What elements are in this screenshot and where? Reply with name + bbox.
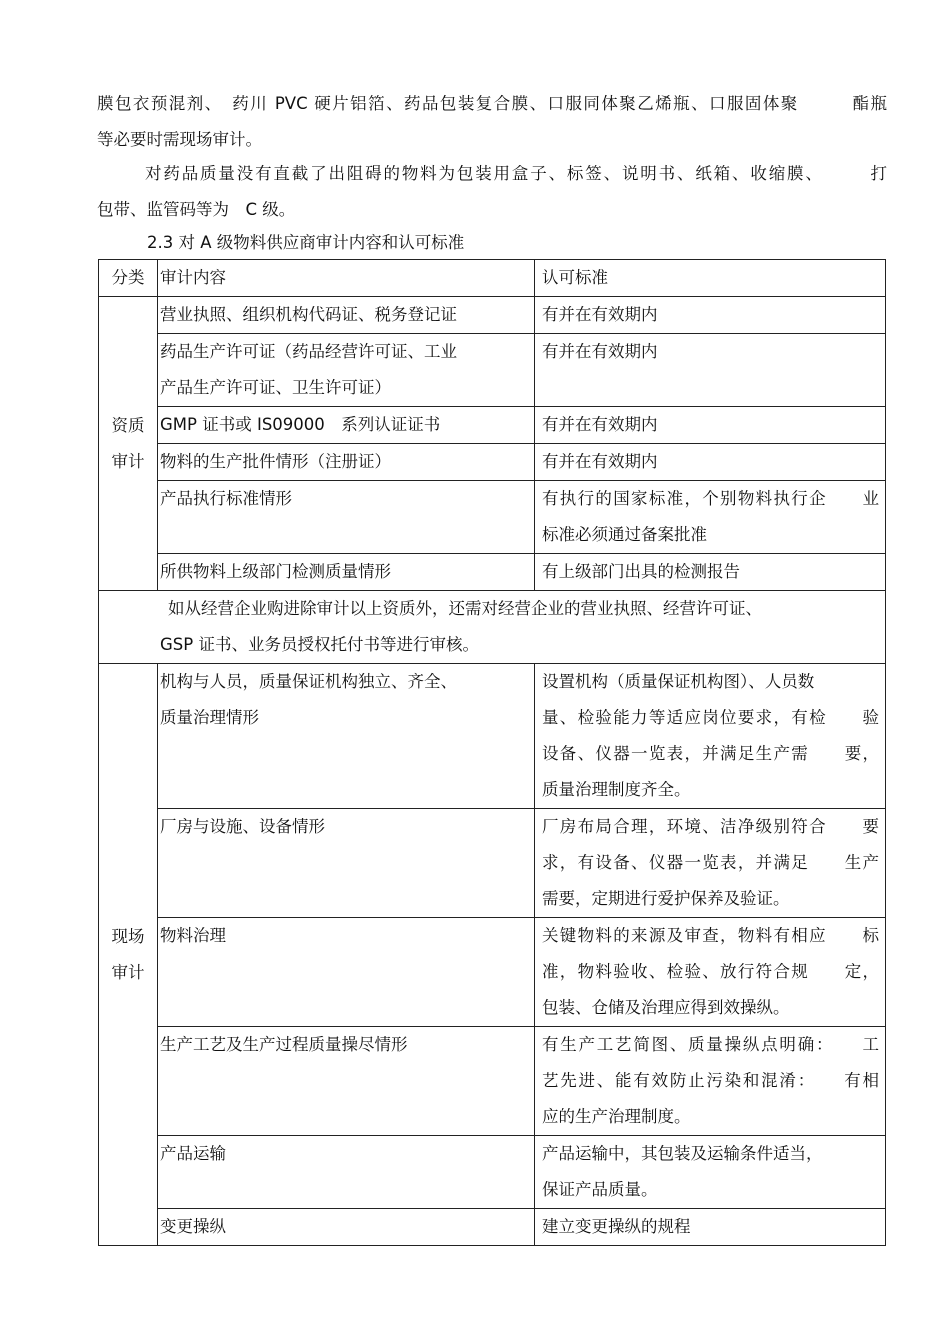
section-heading: 2.3 对 A 级物料供应商审计内容和认可标准: [147, 233, 465, 252]
paragraph-line: 包带、监管码等为 C 级。: [97, 200, 296, 219]
cell-line: 准，物料验收、检验、放行符合规 定，: [542, 962, 879, 981]
content-cell: [158, 297, 535, 334]
content-cell: [158, 1027, 535, 1136]
cell-line: GMP 证书或 IS09000 系列认证证书: [160, 415, 441, 434]
cell-line: 有并在有效期内: [542, 415, 658, 434]
table-row: [99, 407, 886, 444]
content-cell: [158, 407, 535, 444]
table-row-note: [99, 591, 886, 664]
cell-line: 有生产工艺简图、质量操纵点明确： 工: [542, 1035, 879, 1054]
cell-line: 物料治理: [160, 926, 226, 945]
content-cell: [158, 918, 535, 1027]
content-cell: [158, 481, 535, 554]
cell-line: 营业执照、组织机构代码证、税务登记证: [160, 305, 457, 324]
cell-line: 有并在有效期内: [542, 452, 658, 471]
table-row: [99, 1136, 886, 1209]
standard-cell: [535, 334, 886, 407]
cell-line: 有并在有效期内: [542, 342, 658, 361]
cell-line: 求，有设备、仪器一览表，并满足 生产: [542, 853, 879, 872]
table-header-row: [99, 260, 886, 297]
standard-cell: [535, 1209, 886, 1246]
table-row: [99, 664, 886, 809]
cell-line: 有并在有效期内: [542, 305, 658, 324]
category-line: 审计: [111, 451, 145, 471]
content-cell: [158, 334, 535, 407]
cell-line: 有执行的国家标准，个别物料执行企 业: [542, 489, 879, 508]
category-qualification-audit: [99, 297, 158, 591]
paragraph-class-c-materials: [97, 156, 887, 228]
note-line: GSP 证书、业务员授权托付书等进行审核。: [160, 635, 479, 654]
qualification-note: [99, 591, 886, 664]
standard-cell: [535, 809, 886, 918]
cell-line: 建立变更操纵的规程: [542, 1217, 691, 1236]
category-line: 现场: [111, 926, 145, 946]
cell-line: 质量治理制度齐全。: [542, 780, 691, 799]
table-row: [99, 297, 886, 334]
content-cell: [158, 1136, 535, 1209]
table-row: [99, 334, 886, 407]
paragraph-line: 等必要时需现场审计。: [97, 130, 262, 149]
category-line: 资质: [111, 415, 145, 435]
content-cell: [158, 664, 535, 809]
paragraph-line: 对药品质量没有直截了出阻碍的物料为包装用盒子、标签、说明书、纸箱、收缩膜、 打: [145, 164, 887, 183]
paragraph-packaging-materials: [97, 86, 887, 158]
standard-cell: [535, 407, 886, 444]
cell-line: 设置机构（质量保证机构图）、人员数: [542, 672, 815, 691]
table-row: [99, 444, 886, 481]
standard-cell: [535, 664, 886, 809]
standard-cell: [535, 1027, 886, 1136]
category-line: 审计: [111, 962, 145, 982]
table-row: [99, 481, 886, 554]
header-content: 审计内容: [158, 260, 535, 297]
cell-line: 设备、仪器一览表，并满足生产需 要，: [542, 744, 879, 763]
cell-line: 量、检验能力等适应岗位要求，有检 验: [542, 708, 879, 727]
cell-line: 质量治理情形: [160, 708, 259, 727]
cell-line: 厂房布局合理，环境、洁净级别符合 要: [542, 817, 879, 836]
cell-line: 关键物料的来源及审查，物料有相应 标: [542, 926, 879, 945]
cell-line: 变更操纵: [160, 1217, 226, 1236]
header-standard: 认可标准: [535, 260, 886, 297]
cell-line: 包装、仓储及治理应得到效操纵。: [542, 998, 790, 1017]
cell-line: 需要，定期进行爱护保养及验证。: [542, 889, 790, 908]
cell-line: 所供物料上级部门检测质量情形: [160, 562, 391, 581]
note-line: 如从经营企业购进除审计以上资质外，还需对经营企业的营业执照、经营许可证、: [168, 599, 762, 618]
category-onsite-audit: [99, 664, 158, 1246]
content-cell: [158, 809, 535, 918]
standard-cell: [535, 918, 886, 1027]
table-row: [99, 918, 886, 1027]
table-row: [99, 1209, 886, 1246]
cell-line: 产品运输: [160, 1144, 226, 1163]
cell-line: 产品生产许可证、卫生许可证）: [160, 378, 391, 397]
table-row: [99, 554, 886, 591]
cell-line: 药品生产许可证（药品经营许可证、工业: [160, 342, 457, 361]
cell-line: 标准必须通过备案批准: [542, 525, 707, 544]
header-category: 分类: [99, 260, 158, 297]
cell-line: 生产工艺及生产过程质量操尽情形: [160, 1035, 408, 1054]
cell-line: 有上级部门出具的检测报告: [542, 562, 740, 581]
paragraph-line: 膜包衣预混剂、 药川 PVC 硬片铝箔、药品包装复合膜、口服同体聚乙烯瓶、口服固体聚 酯瓶: [97, 94, 887, 113]
standard-cell: [535, 481, 886, 554]
cell-line: 厂房与设施、设备情形: [160, 817, 325, 836]
standard-cell: [535, 297, 886, 334]
cell-line: 机构与人员，质量保证机构独立、齐全、: [160, 672, 457, 691]
content-cell: [158, 1209, 535, 1246]
cell-line: 应的生产治理制度。: [542, 1107, 691, 1126]
table-row: [99, 809, 886, 918]
cell-line: 艺先进、能有效防止污染和混淆： 有相: [542, 1071, 879, 1090]
cell-line: 物料的生产批件情形（注册证）: [160, 452, 391, 471]
cell-line: 产品运输中，其包装及运输条件适当，: [542, 1144, 823, 1163]
table-row: [99, 1027, 886, 1136]
content-cell: [158, 554, 535, 591]
cell-line: 产品执行标准情形: [160, 489, 292, 508]
standard-cell: [535, 444, 886, 481]
cell-line: 保证产品质量。: [542, 1180, 658, 1199]
standard-cell: [535, 1136, 886, 1209]
standard-cell: [535, 554, 886, 591]
content-cell: [158, 444, 535, 481]
audit-table: [98, 259, 886, 1246]
